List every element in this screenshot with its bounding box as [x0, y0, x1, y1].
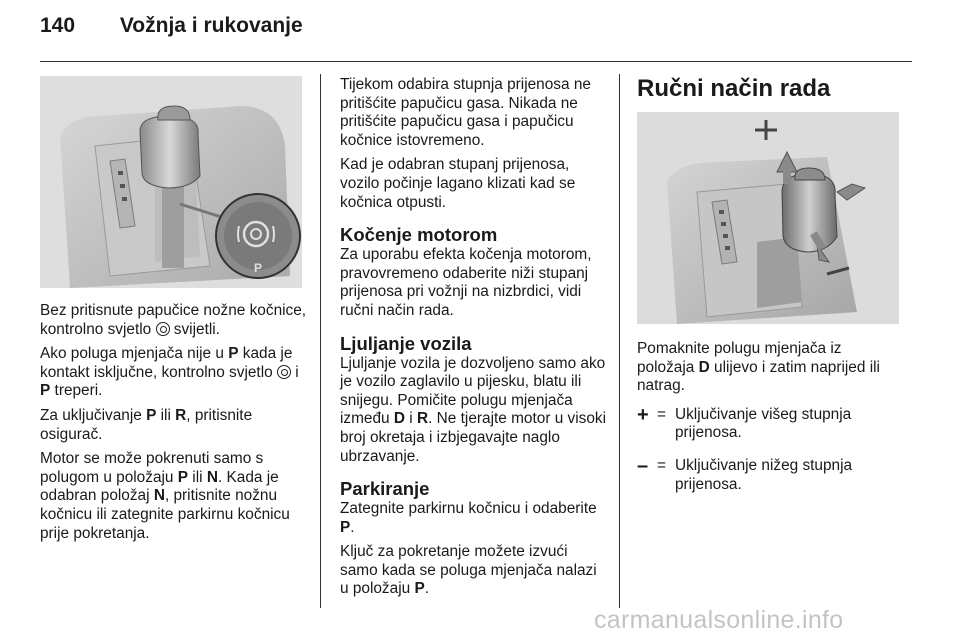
text: Ako poluga mjenjača nije u	[40, 345, 229, 363]
text: ulijevo i zatim naprijed ili natrag.	[637, 358, 880, 395]
gear-n: N	[153, 487, 165, 505]
text: , pritisnite nožnu kočnicu ili zategnite parkirnu kočnicu prije pokretanja.	[40, 487, 290, 542]
warning-indicator-icon	[156, 322, 170, 336]
text: Pomaknite polugu mjenjača iz položaja	[637, 340, 842, 376]
gear-n: N	[206, 468, 218, 486]
text: Ljuljanje vozila je dozvoljeno samo ako je vozilo zaglavilo u pijesku, blatu ili snijegu. Pomičite polugu mjenjača između	[340, 354, 606, 428]
text: Bez pritisnute papučice nožne kočnice, kontrolno svjetlo	[40, 302, 307, 338]
column-3	[637, 340, 903, 508]
page-title: Vožnja i rukovanje	[119, 14, 303, 37]
text: , pritisnite osigurač.	[40, 406, 253, 443]
legend-text: Uključivanje nižeg stupnja prijenosa.	[675, 456, 853, 493]
gear-selector-illustration	[40, 76, 302, 288]
text: treperi.	[50, 382, 103, 400]
text: .	[424, 580, 429, 598]
legend-equals: =	[657, 456, 666, 474]
heading-rocking: Ljuljanje vozila	[340, 332, 472, 354]
indicator-letter: P	[253, 261, 263, 275]
text: Ključ za pokretanje možete izvući samo kada se poluga mjenjača nalazi u položaju	[340, 543, 597, 598]
gear-d: D	[393, 410, 406, 428]
minus-icon: –	[637, 454, 649, 477]
legend-text: Uključivanje višeg stupnja prijenosa.	[675, 405, 852, 442]
text: i	[290, 363, 299, 381]
heading-engine-braking: Kočenje motorom	[340, 224, 498, 246]
paragraph-2	[40, 345, 308, 401]
page-header	[40, 14, 303, 38]
gear-d: D	[698, 358, 710, 376]
column-2	[340, 76, 608, 605]
page-number: 140	[40, 14, 76, 37]
paragraph-parking-1	[340, 500, 608, 537]
manual-mode-illustration	[637, 112, 899, 324]
paragraph-manual	[637, 340, 903, 396]
text: Zategnite parkirnu kočnicu i odaberite	[340, 500, 597, 518]
watermark: carmanualsonline.info	[594, 606, 844, 634]
text: i	[405, 410, 417, 428]
paragraph-gas: Tijekom odabira stupnja prijenosa ne pritišćite papučicu gasa. Nikada ne pritišćite papučicu gasa i papučicu kočnice istovremeno.	[340, 76, 591, 149]
paragraph-rocking	[340, 355, 608, 467]
gear-p: P	[228, 345, 239, 363]
gear-p: P	[414, 580, 425, 598]
legend-item-upshift	[637, 403, 903, 443]
heading-parking: Parkiranje	[340, 478, 430, 500]
column-divider-1	[320, 74, 321, 608]
text: Za uključivanje	[40, 406, 147, 424]
warning-indicator-icon	[277, 365, 291, 379]
gear-p: P	[40, 382, 51, 400]
section-rocking	[340, 333, 608, 467]
text: svijetli.	[169, 320, 220, 338]
header-rule	[40, 61, 912, 62]
heading-manual-mode: Ručni način rada	[637, 75, 831, 102]
section-parking	[340, 478, 608, 599]
text: ili	[188, 468, 207, 486]
legend-equals: =	[657, 405, 666, 423]
text: ili	[156, 406, 176, 424]
gear-p: P	[340, 518, 351, 536]
gear-p: P	[177, 468, 189, 486]
text: kada je kontakt isključne, kontrolno svjetlo	[40, 345, 293, 381]
paragraph-engine-braking: Za uporabu efekta kočenja motorom, pravovremeno odaberite niži stupanj prijenosa pri vožnji na nizbrdici, vidi ručni način rada.	[340, 246, 592, 319]
paragraph-4	[40, 450, 308, 543]
paragraph-1	[40, 302, 308, 339]
column-divider-2	[619, 74, 620, 608]
column-1	[40, 302, 308, 549]
paragraph-creep: Kad je odabran stupanj prijenosa, vozilo počinje lagano klizati kad se kočnica otpusti.	[340, 156, 576, 211]
gear-p: P	[146, 406, 157, 424]
gear-r: R	[175, 406, 187, 424]
paragraph-parking-2	[340, 543, 608, 599]
plus-icon: +	[637, 403, 649, 426]
paragraph-3	[40, 407, 308, 444]
legend	[637, 403, 903, 494]
text: . Kada je odabran položaj	[40, 468, 279, 505]
text: .	[350, 518, 355, 536]
text: Motor se može pokrenuti samo s polugom u položaju	[40, 450, 264, 486]
section-engine-braking	[340, 224, 608, 320]
text: . Ne tjerajte motor u visoki broj okretaja i izbjegavajte naglo ubrzavanje.	[340, 410, 607, 465]
gear-r: R	[417, 410, 429, 428]
legend-item-downshift	[637, 454, 903, 494]
